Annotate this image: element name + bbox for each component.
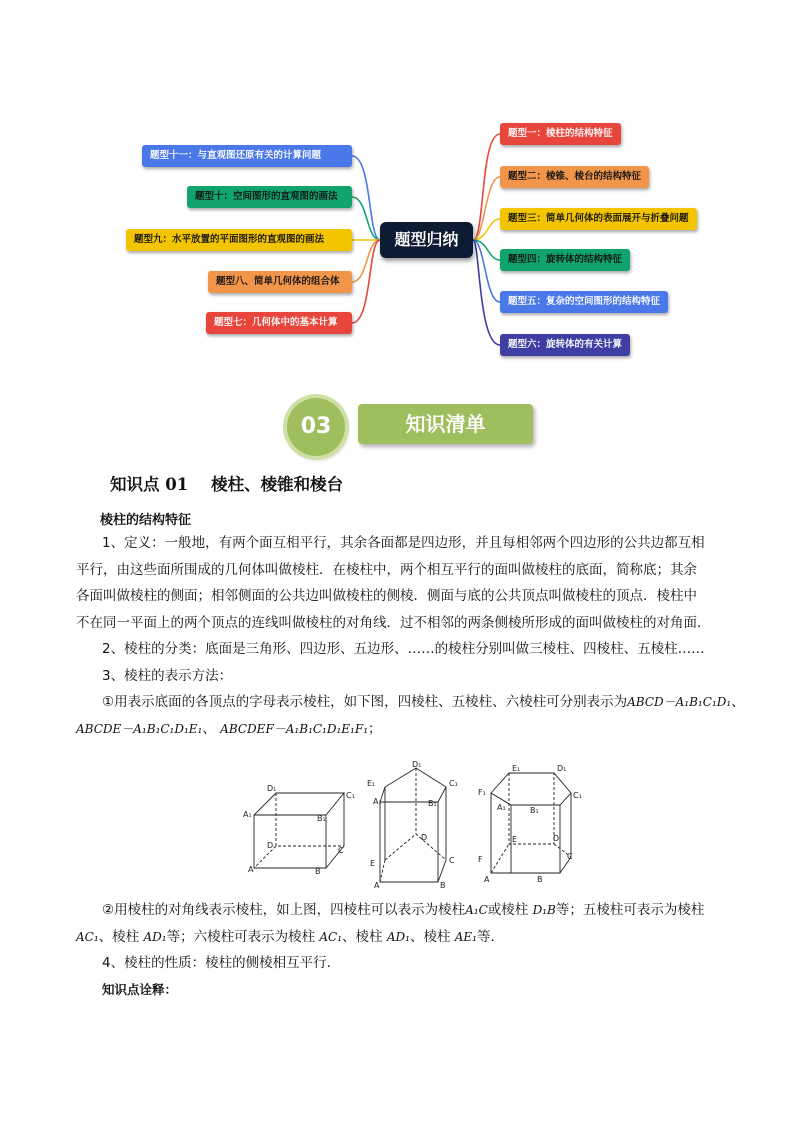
math-expression: AD₁ bbox=[386, 929, 410, 944]
definition-paragraph bbox=[76, 530, 745, 742]
math-expression: AC₁ bbox=[319, 929, 343, 944]
mindmap-node-type-3: 题型三：简单几何体的表面展开与折叠问题 bbox=[500, 208, 697, 230]
notation-line-1 bbox=[76, 689, 745, 716]
mindmap-node-type-1: 题型一：棱柱的结构特征 bbox=[500, 123, 621, 145]
vertex-label: B bbox=[315, 867, 321, 876]
vertex-label: D₁ bbox=[267, 784, 277, 793]
vertex-label: C bbox=[449, 856, 455, 865]
math-expression: D₁B bbox=[532, 903, 556, 917]
text-segment: 、 bbox=[202, 720, 216, 737]
text-segment: ①用表示底面的各顶点的字母表示棱柱，如下图，四棱柱、五棱柱、六棱柱可分别表示为 bbox=[102, 694, 628, 710]
mindmap-center-node: 题型归纳 bbox=[380, 222, 473, 258]
mindmap-node-type-6: 题型六：旋转体的有关计算 bbox=[500, 334, 630, 356]
math-expression: AD₁ bbox=[143, 929, 167, 944]
vertex-label: C bbox=[338, 846, 344, 855]
knowledge-point-title: 知识点 01 棱柱、棱锥和棱台 bbox=[110, 475, 344, 494]
vertex-label: C₁ bbox=[573, 791, 582, 800]
annotation-heading: 知识点诠释： bbox=[102, 981, 178, 997]
classification-line: 2、棱柱的分类：底面是三角形、四边形、五边形、……的棱柱分别叫做三棱柱、四棱柱、五棱柱…… bbox=[102, 641, 705, 657]
vertex-label: B₁ bbox=[428, 799, 437, 808]
vertex-label: D₁ bbox=[557, 764, 567, 773]
text-segment: 、棱柱 bbox=[342, 928, 383, 945]
mindmap-node-type-7: 题型七：几何体中的基本计算 bbox=[206, 312, 352, 334]
math-expression: AC₁ bbox=[76, 929, 99, 944]
vertex-label: A₁ bbox=[373, 797, 382, 806]
vertex-label: C₁ bbox=[449, 779, 458, 788]
diagonal-notation-paragraph bbox=[76, 897, 731, 1003]
mindmap-node-type-2: 题型二：棱锥、棱台的结构特征 bbox=[500, 166, 649, 188]
text-segment: 等；五棱柱可表示为棱柱 bbox=[555, 902, 705, 918]
vertex-label: B bbox=[537, 875, 543, 884]
vertex-label: A bbox=[484, 875, 490, 884]
text-line: 1、定义：一般地，有两个面互相平行，其余各面都是四边形，并且每相邻两个四边形的公共边都互相 bbox=[102, 535, 705, 551]
property-line: 4、棱柱的性质：棱柱的侧棱相互平行． bbox=[102, 955, 341, 971]
vertex-label: E₁ bbox=[367, 779, 376, 788]
vertex-label: F₁ bbox=[478, 788, 486, 797]
vertex-label: A₁ bbox=[497, 803, 506, 812]
vertex-label: D₁ bbox=[412, 760, 422, 769]
text-segment: 等；六棱柱可表示为棱柱 bbox=[166, 928, 316, 945]
text-segment: ； bbox=[368, 720, 382, 737]
mindmap-node-type-5: 题型五：复杂的空间图形的结构特征 bbox=[500, 291, 668, 313]
math-expression: AE₁ bbox=[454, 929, 477, 944]
pentagonal-prism-figure bbox=[380, 768, 446, 882]
text-line: 平行，由这些面所围成的几何体叫做棱柱．在棱柱中，两个相互平行的面叫做棱柱的底面，简称底；其余 bbox=[76, 561, 697, 578]
mindmap-node-type-11: 题型十一：与直观图还原有关的计算问题 bbox=[142, 145, 352, 167]
text-segment: 、棱柱 bbox=[409, 928, 451, 945]
text-line bbox=[76, 897, 731, 924]
vertex-label: E bbox=[370, 859, 376, 868]
section-title-banner: 知识清单 bbox=[358, 404, 533, 444]
notation-heading: 3、棱柱的表示方法： bbox=[102, 667, 233, 684]
vertex-label: A bbox=[374, 881, 380, 890]
vertex-label: D bbox=[421, 833, 428, 842]
vertex-label: B₁ bbox=[317, 814, 326, 823]
text-segment: 、 bbox=[731, 694, 745, 710]
text-segment: ②用棱柱的对角线表示棱柱，如上图，四棱柱可以表示为棱柱 bbox=[102, 902, 466, 918]
vertex-label: D bbox=[553, 834, 560, 843]
vertex-label: B bbox=[440, 881, 446, 890]
text-line bbox=[76, 924, 731, 951]
mindmap-node-type-9: 题型九：水平放置的平面图形的直观图的画法 bbox=[126, 229, 352, 251]
vertex-label: A₁ bbox=[243, 810, 252, 819]
text-line: 不在同一平面上的两个顶点的连线叫做棱柱的对角线．过不相邻的两条侧棱所形成的面叫做棱柱的对角面． bbox=[76, 614, 711, 631]
vertex-label: D bbox=[267, 841, 274, 850]
vertex-label: E bbox=[512, 835, 518, 844]
math-expression: ABCD－A₁B₁C₁D₁ bbox=[627, 695, 732, 709]
text-segment: 、棱柱 bbox=[98, 928, 140, 945]
math-expression: ABCDEF－A₁B₁C₁D₁E₁F₁ bbox=[220, 721, 369, 736]
subheading: 棱柱的结构特征 bbox=[100, 513, 192, 528]
math-expression: A₁C bbox=[465, 903, 488, 917]
quadrilateral-prism-figure bbox=[254, 793, 344, 868]
vertex-label: C bbox=[567, 852, 573, 861]
mindmap-connectors bbox=[0, 0, 793, 380]
hexagonal-prism-figure bbox=[491, 773, 571, 873]
text-segment: 等． bbox=[477, 928, 504, 945]
mindmap-node-type-10: 题型十：空间图形的直观图的画法 bbox=[187, 186, 352, 208]
math-expression: ABCDE－A₁B₁C₁D₁E₁ bbox=[76, 721, 203, 736]
vertex-label: A bbox=[248, 865, 254, 874]
mindmap-node-type-4: 题型四：旋转体的结构特征 bbox=[500, 249, 630, 271]
vertex-label: C₁ bbox=[346, 791, 355, 800]
vertex-label: F bbox=[478, 855, 483, 864]
prism-figures bbox=[240, 760, 590, 890]
vertex-label: E₁ bbox=[512, 764, 521, 773]
vertex-label: B₁ bbox=[530, 806, 539, 815]
text-segment: 或棱柱 bbox=[487, 902, 529, 918]
text-line: 各面叫做棱柱的侧面；相邻侧面的公共边叫做棱柱的侧棱．侧面与底的公共顶点叫做棱柱的顶点．棱柱中 bbox=[76, 588, 697, 604]
notation-line-2 bbox=[76, 716, 731, 743]
section-number-badge: 03 bbox=[287, 398, 345, 456]
mindmap-node-type-8: 题型八、简单几何体的组合体 bbox=[208, 271, 352, 293]
